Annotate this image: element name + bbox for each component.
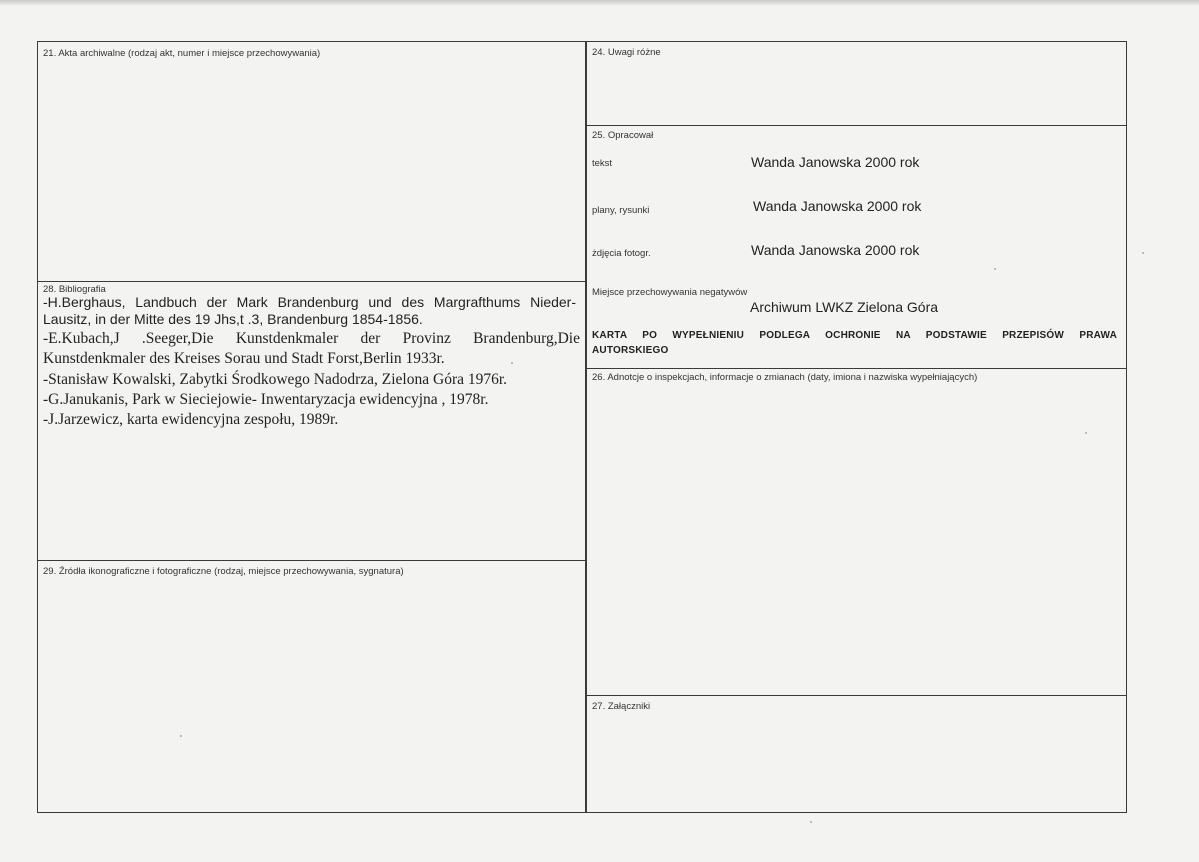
section-29-label: 29. Źródła ikonograficzne i fotograficzne (rodzaj, miejsce przechowywania, sygnatura) bbox=[43, 566, 404, 577]
divider-24-25 bbox=[586, 125, 1127, 126]
section-26-label: 26. Adnotcje o inspekcjach, informacje o zmianach (daty, imiona i nazwiska wypełniających) bbox=[592, 372, 978, 383]
scan-speck bbox=[810, 821, 812, 823]
section-25-label: 25. Opracował bbox=[592, 130, 654, 141]
bibliography-entry-3: -Stanisław Kowalski, Zabytki Środkowego Nadodrza, Zielona Góra 1976r. bbox=[43, 371, 508, 388]
column-divider bbox=[585, 41, 587, 813]
divider-28-29 bbox=[37, 560, 586, 561]
divider-26-27 bbox=[586, 695, 1127, 696]
scan-speck bbox=[1085, 432, 1087, 434]
section-27-label: 27. Załączniki bbox=[592, 701, 651, 712]
text-row-value: Wanda Janowska 2000 rok bbox=[751, 154, 920, 170]
divider-25-26 bbox=[586, 368, 1127, 369]
plans-row-value: Wanda Janowska 2000 rok bbox=[753, 198, 922, 214]
text-row-label: tekst bbox=[592, 158, 613, 169]
negatives-value: Archiwum LWKZ Zielona Góra bbox=[750, 299, 939, 315]
section-21-label: 21. Akta archiwalne (rodzaj akt, numer i miejsce przechowywania) bbox=[43, 48, 321, 59]
divider-21-28 bbox=[37, 281, 586, 282]
bibliography-entry-1: -H.Berghaus, Landbuch der Mark Brandenburg und des Margrafthums Nieder-Lausitz, in der Mitte des 19 Jhs,t .3, Brandenburg 1854-1856. bbox=[43, 294, 576, 327]
photos-row-value: Wanda Janowska 2000 rok bbox=[751, 242, 920, 258]
section-28-label: 28. Bibliografia bbox=[43, 284, 106, 295]
scan-speck bbox=[1142, 252, 1144, 254]
scan-edge bbox=[0, 0, 1199, 6]
photos-row-label: żdjęcia fotogr. bbox=[592, 248, 651, 259]
scan-speck bbox=[994, 268, 996, 270]
section-24-label: 24. Uwagi różne bbox=[592, 47, 661, 58]
bibliography-entry-2-line1: -E.Kubach,J .Seeger,Die Kunstdenkmaler der Provinz Brandenburg,Die bbox=[43, 330, 580, 347]
bibliography-entry-4: -G.Janukanis, Park w Sieciejowie- Inwentaryzacja ewidencyjna , 1978r. bbox=[43, 391, 489, 408]
scan-speck bbox=[511, 362, 513, 364]
copyright-notice-line1: KARTA PO WYPEŁNIENIU PODLEGA OCHRONIE NA PODSTAWIE PRZEPISÓW PRAWA bbox=[592, 330, 1117, 341]
bibliography-entry-2-line2: Kunstdenkmaler des Kreises Sorau und Stadt Forst,Berlin 1933r. bbox=[43, 350, 445, 367]
scan-speck bbox=[180, 735, 182, 737]
plans-row-label: plany, rysunki bbox=[592, 205, 650, 216]
copyright-notice-line2: AUTORSKIEGO bbox=[592, 345, 669, 356]
negatives-label: Miejsce przechowywania negatywów bbox=[592, 287, 748, 298]
bibliography-entry-5: -J.Jarzewicz, karta ewidencyjna zespołu, 1989r. bbox=[43, 411, 339, 428]
